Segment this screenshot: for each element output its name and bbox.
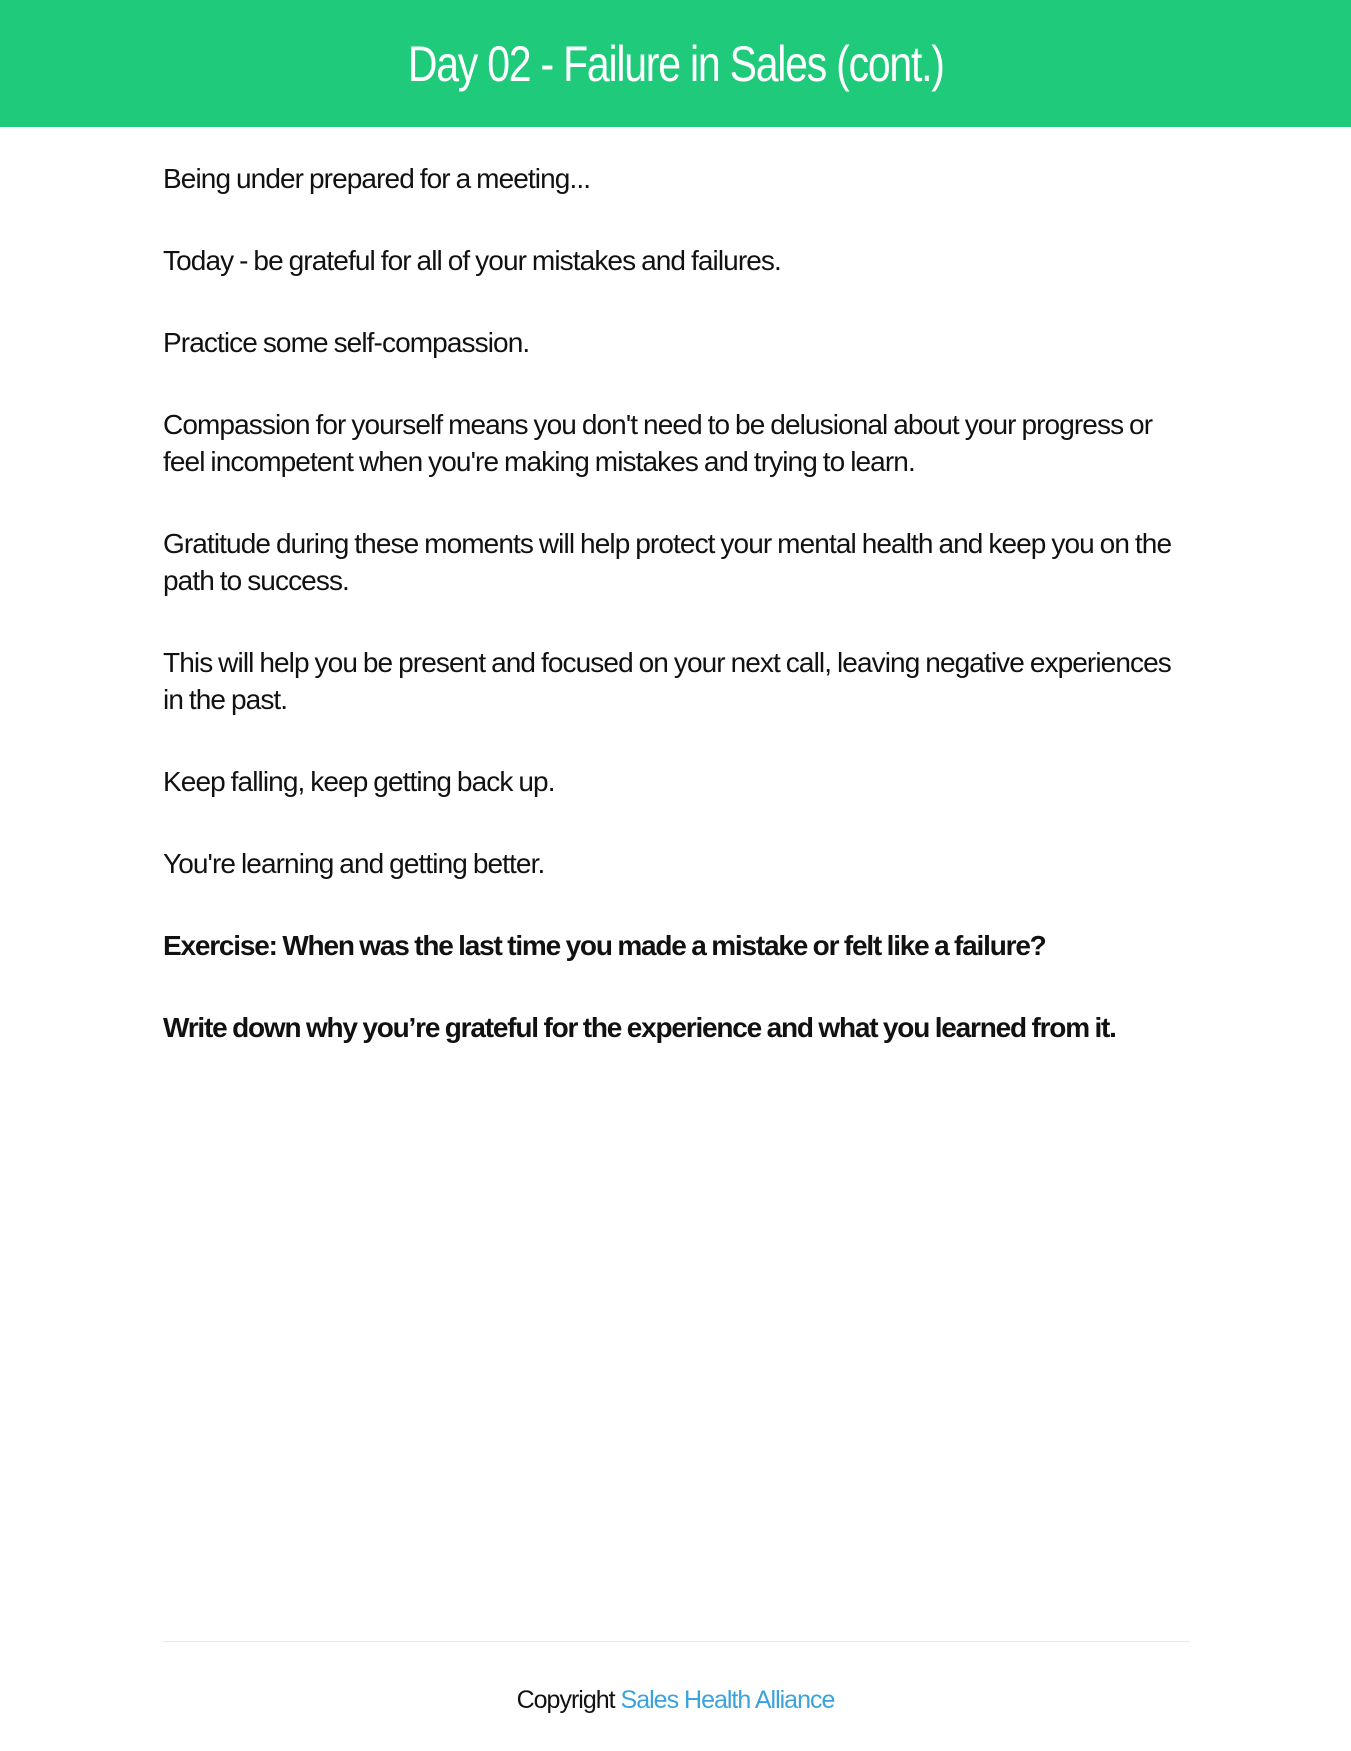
- footer-divider: [163, 1641, 1190, 1642]
- main-content: [163, 160, 1193, 1091]
- paragraph-be-grateful: Today - be grateful for all of your mistakes and failures.: [163, 245, 781, 276]
- sales-health-alliance-link[interactable]: Sales Health Alliance: [620, 1686, 835, 1714]
- paragraph-gratitude: Gratitude during these moments will help protect your mental health and keep you on the path to success.: [163, 528, 1172, 596]
- paragraph-be-present: This will help you be present and focused on your next call, leaving negative experiences in the past.: [163, 647, 1171, 715]
- page-title: Day 02 - Failure in Sales (cont.): [407, 35, 944, 92]
- footer: [0, 1686, 1351, 1715]
- paragraph-self-compassion: Practice some self-compassion.: [163, 327, 530, 358]
- page-header: [0, 0, 1351, 127]
- paragraph-keep-falling: Keep falling, keep getting back up.: [163, 766, 555, 797]
- paragraph-compassion-meaning: Compassion for yourself means you don't need to be delusional about your progress or feel incompetent when you're making mistakes and trying to learn.: [163, 409, 1153, 477]
- exercise-prompt: Exercise: When was the last time you made a mistake or felt like a failure?: [163, 930, 1046, 961]
- exercise-instruction: Write down why you’re grateful for the experience and what you learned from it.: [163, 1012, 1116, 1043]
- paragraph-learning: You're learning and getting better.: [163, 848, 545, 879]
- copyright-label: Copyright: [516, 1686, 615, 1714]
- paragraph-under-prepared: Being under prepared for a meeting...: [163, 163, 591, 194]
